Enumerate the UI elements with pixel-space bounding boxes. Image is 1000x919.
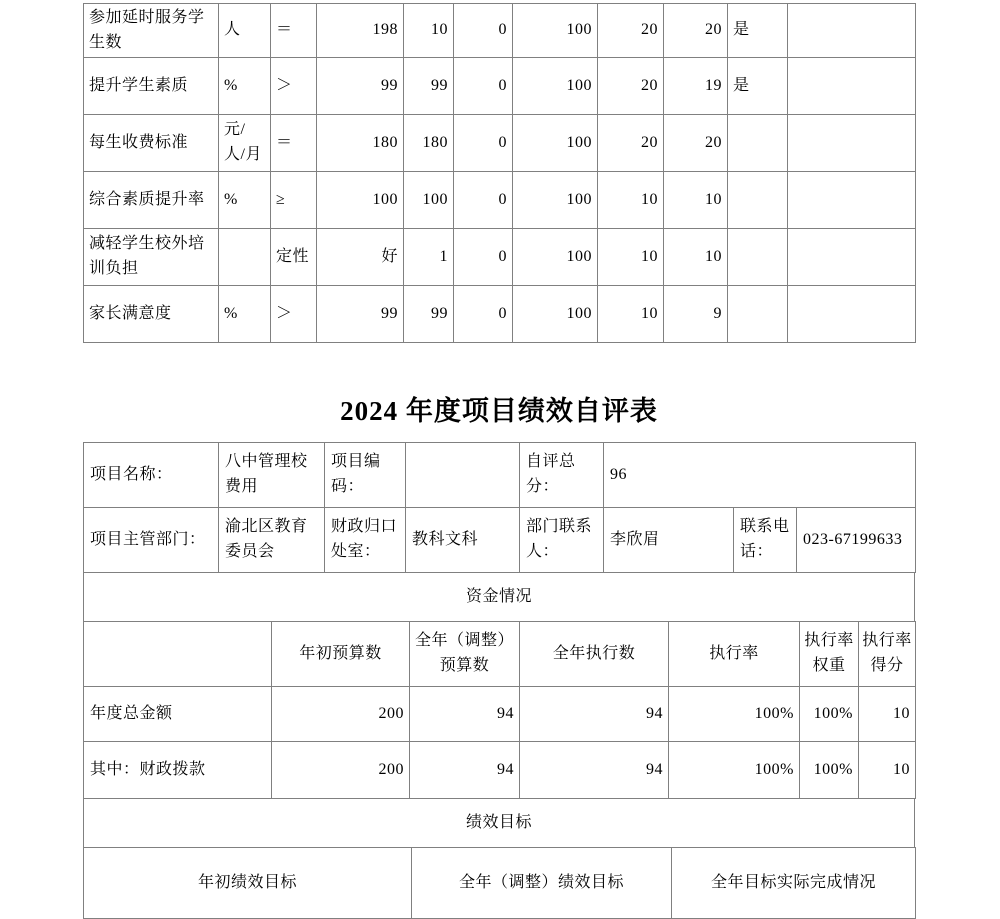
unit-cell: 人	[219, 4, 271, 58]
flag-cell: 是	[728, 58, 788, 115]
indicator-name-cell: 提升学生素质	[84, 58, 219, 115]
flag-cell	[728, 115, 788, 172]
table-cell: 20	[598, 4, 664, 58]
unit-cell: %	[219, 172, 271, 229]
operator-cell: ＝	[271, 115, 317, 172]
indicator-name-cell: 综合素质提升率	[84, 172, 219, 229]
table-cell: 0	[454, 229, 513, 286]
document-page	[83, 3, 915, 919]
table-header-cell: 全年（调整）绩效目标	[412, 848, 672, 919]
unit-cell: %	[219, 286, 271, 343]
unit-cell: 元/人/月	[219, 115, 271, 172]
table-cell: 100	[513, 172, 598, 229]
table-cell: 0	[454, 172, 513, 229]
table-cell: 20	[598, 58, 664, 115]
phone-label: 联系电话：	[734, 508, 797, 573]
table-cell: 100%	[669, 687, 800, 742]
flag-cell: 是	[728, 4, 788, 58]
table-cell: 99	[317, 58, 404, 115]
table-header-cell: 全年目标实际完成情况	[672, 848, 916, 919]
table-cell: 100%	[669, 742, 800, 799]
table-header-cell: 全年（调整）预算数	[410, 622, 520, 687]
funding-table	[83, 621, 916, 799]
contact-value: 李欣眉	[604, 508, 734, 573]
table-cell: 10	[598, 229, 664, 286]
funding-section-title: 资金情况	[84, 573, 915, 622]
table-cell: 19	[664, 58, 728, 115]
table-cell: 10	[598, 286, 664, 343]
indicator-row	[84, 286, 916, 343]
table-header-cell: 执行率权重	[800, 622, 859, 687]
table-header-cell: 年初预算数	[272, 622, 410, 687]
flag-cell	[728, 286, 788, 343]
funding-row	[84, 687, 916, 742]
table-cell: 20	[598, 115, 664, 172]
table-cell: 100	[513, 58, 598, 115]
indicator-name-cell: 家长满意度	[84, 286, 219, 343]
dept-label: 项目主管部门：	[84, 508, 219, 573]
project-code-value	[406, 443, 520, 508]
table-cell: 1	[404, 229, 454, 286]
table-cell: 200	[272, 742, 410, 799]
goals-header-table	[83, 847, 916, 919]
table-cell: 10	[664, 229, 728, 286]
operator-cell: ≥	[271, 172, 317, 229]
funding-row	[84, 742, 916, 799]
table-cell: 94	[520, 687, 669, 742]
dept-value: 渝北区教育委员会	[219, 508, 325, 573]
table-cell: 100	[513, 4, 598, 58]
note-cell	[788, 4, 916, 58]
table-cell: 94	[410, 742, 520, 799]
table-row	[84, 508, 916, 573]
note-cell	[788, 115, 916, 172]
unit-cell	[219, 229, 271, 286]
indicator-row	[84, 172, 916, 229]
table-cell: 20	[664, 4, 728, 58]
table-header-cell: 年初绩效目标	[84, 848, 412, 919]
table-header-cell: 全年执行数	[520, 622, 669, 687]
office-value: 教科文科	[406, 508, 520, 573]
goals-section-band	[83, 798, 915, 848]
operator-cell: ＞	[271, 58, 317, 115]
indicator-row	[84, 58, 916, 115]
flag-cell	[728, 172, 788, 229]
indicator-name-cell: 参加延时服务学生数	[84, 4, 219, 58]
goals-header-row	[84, 848, 916, 919]
project-code-label: 项目编码：	[325, 443, 406, 508]
table-cell: 100	[513, 286, 598, 343]
page-title: 2024 年度项目绩效自评表	[340, 396, 658, 426]
unit-cell: %	[219, 58, 271, 115]
flag-cell	[728, 229, 788, 286]
operator-cell: 定性	[271, 229, 317, 286]
table-row	[84, 799, 915, 848]
indicator-row	[84, 115, 916, 172]
project-name-value: 八中管理校费用	[219, 443, 325, 508]
phone-value: 023-67199633	[797, 508, 916, 573]
table-cell: 0	[454, 58, 513, 115]
table-cell: 10	[404, 4, 454, 58]
indicator-table	[83, 3, 916, 343]
office-label: 财政归口处室：	[325, 508, 406, 573]
table-cell: 100	[513, 229, 598, 286]
goals-section-title: 绩效目标	[84, 799, 915, 848]
project-name-label: 项目名称：	[84, 443, 219, 508]
funding-row-label: 其中：财政拨款	[84, 742, 272, 799]
indicator-row	[84, 4, 916, 58]
table-cell: 180	[404, 115, 454, 172]
funding-header-row	[84, 622, 916, 687]
table-cell: 100	[513, 115, 598, 172]
contact-label: 部门联系人：	[520, 508, 604, 573]
operator-cell: ＞	[271, 286, 317, 343]
table-cell: 94	[520, 742, 669, 799]
table-cell: 100	[404, 172, 454, 229]
table-cell: 100	[317, 172, 404, 229]
self-score-value: 96	[604, 443, 916, 508]
table-cell: 9	[664, 286, 728, 343]
table-cell: 99	[404, 286, 454, 343]
table-cell: 100%	[800, 687, 859, 742]
note-cell	[788, 58, 916, 115]
table-header-cell	[84, 622, 272, 687]
table-header-cell: 执行率得分	[859, 622, 916, 687]
table-cell: 99	[317, 286, 404, 343]
table-cell: 10	[664, 172, 728, 229]
table-cell: 100%	[800, 742, 859, 799]
table-cell: 好	[317, 229, 404, 286]
operator-cell: ＝	[271, 4, 317, 58]
indicator-row	[84, 229, 916, 286]
self-score-label: 自评总分：	[520, 443, 604, 508]
project-info-table	[83, 442, 916, 573]
indicator-name-cell: 减轻学生校外培训负担	[84, 229, 219, 286]
note-cell	[788, 286, 916, 343]
table-cell: 0	[454, 115, 513, 172]
table-cell: 20	[664, 115, 728, 172]
funding-section-band	[83, 572, 915, 622]
table-cell: 99	[404, 58, 454, 115]
table-cell: 10	[859, 687, 916, 742]
indicator-name-cell: 每生收费标准	[84, 115, 219, 172]
table-cell: 10	[598, 172, 664, 229]
table-cell: 0	[454, 4, 513, 58]
table-cell: 200	[272, 687, 410, 742]
note-cell	[788, 229, 916, 286]
table-cell: 10	[859, 742, 916, 799]
note-cell	[788, 172, 916, 229]
table-cell: 180	[317, 115, 404, 172]
table-row	[84, 443, 916, 508]
table-cell: 0	[454, 286, 513, 343]
table-header-cell: 执行率	[669, 622, 800, 687]
funding-row-label: 年度总金额	[84, 687, 272, 742]
table-cell: 94	[410, 687, 520, 742]
table-cell: 198	[317, 4, 404, 58]
table-row	[84, 573, 915, 622]
